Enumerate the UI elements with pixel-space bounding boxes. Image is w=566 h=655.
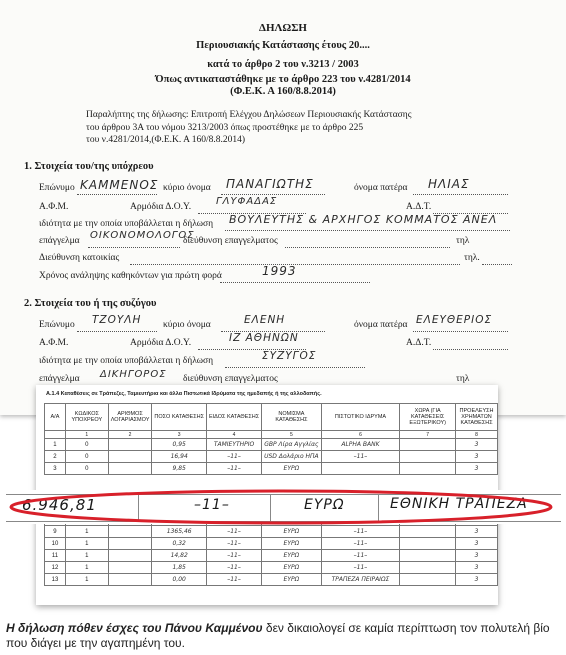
col-number: 3 [152, 431, 207, 439]
s1-year-value: 1993 [262, 264, 297, 278]
caption-text: δεν δικαιολογεί σε καμία περίπτωση τον πολυτελή βίο που διάγει με την αγαπημένη του. [6, 621, 550, 650]
recipient-line-3: του ν.4281/2014,(Φ.Ε.Κ. Α 160/8.8.2014) [86, 135, 246, 145]
law-line-2: Όπως αντικαταστάθηκε με το άρθρο 223 του ν.4281/2014 [155, 74, 411, 85]
table-cell: 3 [456, 550, 498, 562]
table-rows-top [45, 439, 498, 475]
table-cell: 0 [65, 463, 108, 475]
table-cell [108, 451, 152, 463]
table-cell [108, 463, 152, 475]
s2-prof-address-label: διεύθυνση επαγγελματος [183, 374, 278, 384]
table-cell: –11– [321, 451, 400, 463]
table-cell: 14,82 [152, 550, 207, 562]
s2-afm-label: Α.Φ.Μ. [39, 338, 69, 348]
table-cell: 3 [456, 574, 498, 586]
s1-prof-address-label: διεύθυνση επαγγελματος [183, 236, 278, 246]
table-cell: ΕΥΡΩ [262, 463, 322, 475]
table-cell [108, 538, 152, 550]
s1-phone-label: τηλ [456, 236, 470, 246]
s1-profession-value: ΟΙΚΟΝΟΜΟΛΟΓΟΣ [90, 230, 195, 241]
red-highlight-ellipse [0, 486, 566, 528]
table-cell: 3 [456, 562, 498, 574]
table-cell [321, 463, 400, 475]
caption-bold: Η δήλωση πόθεν έσχες του Πάνου Καμμένου [6, 621, 263, 635]
table-cell: 3 [45, 463, 66, 475]
s1-father-value: ΗΛΙΑΣ [428, 177, 470, 191]
header-code: ΚΩΔΙΚΟΣ ΥΠΟΧΡΕΟΥ [65, 404, 108, 431]
header-type: ΕΙΔΟΣ ΚΑΤΑΘΕΣΗΣ [206, 404, 261, 431]
s1-year-label: Χρόνος ανάληψης καθηκόντων για πρώτη φορά [39, 271, 222, 281]
header-country: ΧΩΡΑ (ΓΙΑ ΚΑΤΑΘΕΣΕΙΣ ΕΞΩΤΕΡΙΚΟΥ) [400, 404, 456, 431]
highlight-bank: ΕΘΝΙΚΗ ΤΡΑΠΕΖΑ [390, 496, 528, 512]
s2-profession-value: ΔΙΚΗΓΟΡΟΣ [100, 369, 167, 380]
s2-surname-value: ΤΖΟΥΛΗ [92, 314, 142, 326]
s1-adt-label: Α.Δ.Τ. [406, 202, 432, 212]
table-cell: 1 [65, 574, 108, 586]
table-cell [400, 562, 456, 574]
table-row [45, 451, 498, 463]
col-number: 4 [206, 431, 261, 439]
col-number: 8 [456, 431, 498, 439]
table-cell: 0 [65, 451, 108, 463]
s2-doy-label: Αρμόδια Δ.Ο.Υ. [130, 338, 192, 348]
table-cell [400, 439, 456, 451]
table-cell: ALPHA BANK [321, 439, 400, 451]
s1-surname-value: ΚΑΜΜΕΝΟΣ [80, 178, 159, 192]
s1-surname-label: Επώνυμο [39, 183, 75, 193]
table-cell: –11– [206, 550, 261, 562]
highlight-currency: ΕΥΡΩ [304, 497, 345, 513]
table-row [45, 439, 498, 451]
s2-phone-label: τηλ [456, 374, 470, 384]
table-cell: 13 [45, 574, 66, 586]
table-cell: –11– [321, 562, 400, 574]
table-cell: 0,00 [152, 574, 207, 586]
s2-name-label: κύριο όνομα [163, 320, 211, 330]
table-cell: 12 [45, 562, 66, 574]
s2-capacity-label: ιδιότητα με την οποία υποβάλλεται η δήλωση [39, 356, 214, 366]
table-cell [400, 538, 456, 550]
table-cell: –11– [206, 562, 261, 574]
table-number-row [45, 431, 498, 439]
col-number: 2 [108, 431, 152, 439]
table-cell: –11– [206, 574, 261, 586]
red-ellipse-shape [11, 491, 551, 523]
table-cell: GBP Λίρα Αγγλίας [262, 439, 322, 451]
col-number: 7 [400, 431, 456, 439]
table-cell [108, 550, 152, 562]
table-cell [108, 439, 152, 451]
table-cell: 3 [456, 526, 498, 538]
table-cell: 3 [456, 451, 498, 463]
s1-prof-address-line [285, 235, 450, 248]
table-header-row [45, 404, 498, 431]
s1-capacity-value: ΒΟΥΛΕΥΤΗΣ & ΑΡΧΗΓΟΣ ΚΟΜΜΑΤΟΣ ΑΝΕΛ [229, 213, 498, 226]
s1-father-label: όνομα πατέρα [354, 183, 408, 193]
s1-home-label: Διεύθυνση κατοικίας [39, 253, 120, 263]
table-cell: ΕΥΡΩ [262, 550, 322, 562]
table-cell [400, 451, 456, 463]
table-cell: 1365,46 [152, 526, 207, 538]
table-cell: 0,95 [152, 439, 207, 451]
recipient-line-1: Παραλήπτης της δήλωσης: Επιτροπή Ελέγχου Δηλώσεων Περιουσιακής Κατάστασης [86, 110, 412, 120]
table-cell: 1 [65, 562, 108, 574]
table-row [45, 562, 498, 574]
header-account: ΑΡΙΘΜΟΣ ΛΟΓΑΡΙΑΣΜΟΥ [108, 404, 152, 431]
s2-name-value: ΕΛΕΝΗ [244, 314, 286, 326]
header-currency: ΝΟΜΙΣΜΑ ΚΑΤΑΘΕΣΗΣ [262, 404, 322, 431]
table-cell: –11– [206, 538, 261, 550]
table-cell: –11– [206, 451, 261, 463]
s1-name-value: ΠΑΝΑΓΙΩΤΗΣ [226, 177, 314, 191]
table-cell [108, 574, 152, 586]
section2-heading: 2. Στοιχεία του ή της συζύγου [24, 298, 157, 309]
table-cell: 1 [65, 550, 108, 562]
table-row [45, 538, 498, 550]
col-number [45, 431, 66, 439]
table-cell: ΤΡΑΠΕΖΑ ΠΕΙΡΑΙΩΣ [321, 574, 400, 586]
table-cell: –11– [206, 526, 261, 538]
table-cell: 0,32 [152, 538, 207, 550]
section1-heading: 1. Στοιχεία του/της υπόχρεου [24, 161, 154, 172]
s1-phone2-label: τηλ. [464, 253, 480, 263]
table-cell: –11– [321, 538, 400, 550]
col-number: 6 [321, 431, 400, 439]
table-cell: 0 [65, 439, 108, 451]
table-cell: USD Δολάριο ΗΠΑ [262, 451, 322, 463]
header-aa: Α/Α [45, 404, 66, 431]
table-cell: 9 [45, 526, 66, 538]
table-cell: 1 [65, 538, 108, 550]
table-cell [400, 550, 456, 562]
s1-doy-value: ΓΛΥΦΑΔΑΣ [216, 196, 278, 207]
law-line-3: (Φ.Ε.Κ. Α 160/8.8.2014) [230, 86, 336, 97]
s2-adt-line [433, 337, 508, 350]
table-row [45, 463, 498, 475]
highlight-amount: 6.946,81 [22, 496, 97, 514]
highlight-type: –11– [194, 497, 230, 513]
table-cell: ΕΥΡΩ [262, 526, 322, 538]
table-cell: ΕΥΡΩ [262, 538, 322, 550]
table-cell: 1 [65, 526, 108, 538]
photo-caption [6, 621, 561, 651]
form-subtitle: Περιουσιακής Κατάστασης έτους 20.... [196, 40, 370, 51]
s1-profession-label: επάγγελμα [39, 236, 80, 246]
header-bank: ΠΙΣΤΩΤΙΚΟ ΙΔΡΥΜΑ [321, 404, 400, 431]
s2-profession-label: επάγγελμα [39, 374, 80, 384]
table-cell: 1 [45, 439, 66, 451]
col-number: 5 [262, 431, 322, 439]
table-cell: 3 [456, 463, 498, 475]
table-cell: 9,85 [152, 463, 207, 475]
s1-afm-label: Α.Φ.Μ. [39, 202, 69, 212]
law-line-1: κατά το άρθρο 2 του ν.3213 / 2003 [207, 59, 359, 70]
highlighted-deposit-row [0, 490, 566, 524]
table-cell: 10 [45, 538, 66, 550]
s2-father-value: ΕΛΕΥΘΕΡΙΟΣ [416, 314, 493, 326]
table-cell [108, 562, 152, 574]
form-title: ΔΗΛΩΣΗ [259, 22, 307, 34]
s2-doy-value: ΙΖ ΑΘΗΝΩΝ [229, 332, 299, 344]
s2-adt-label: Α.Δ.Τ. [406, 338, 432, 348]
table-cell: 2 [45, 451, 66, 463]
s2-father-label: όνομα πατέρα [354, 320, 408, 330]
s1-capacity-label: ιδιότητα με την οποία υποβάλλεται η δήλωση [39, 219, 214, 229]
s2-surname-label: Επώνυμο [39, 320, 75, 330]
table-cell [400, 574, 456, 586]
table-cell: 1,85 [152, 562, 207, 574]
header-amount: ΠΟΣΟ ΚΑΤΑΘΕΣΗΣ [152, 404, 207, 431]
table-cell: 11 [45, 550, 66, 562]
table-cell: –11– [321, 526, 400, 538]
table-cell: –11– [206, 463, 261, 475]
header-origin: ΠΡΟΕΛΕΥΣΗ ΧΡΗΜΑΤΩΝ ΚΑΤΑΘΕΣΗΣ [456, 404, 498, 431]
table-cell [400, 463, 456, 475]
s1-doy-label: Αρμόδια Δ.Ο.Υ. [130, 202, 192, 212]
s1-name-label: κύριο όνομα [163, 183, 211, 193]
table-cell: ΕΥΡΩ [262, 562, 322, 574]
table-cell: 16,94 [152, 451, 207, 463]
recipient-line-2: του άρθρου 3Α του νόμου 3213/2003 όπως προστέθηκε με το άρθρο 225 [86, 123, 364, 133]
table-row [45, 550, 498, 562]
s2-capacity-value: ΣΥΖΥΓΟΣ [262, 350, 317, 362]
table-cell: ΕΥΡΩ [262, 574, 322, 586]
table-row [45, 574, 498, 586]
table-cell: ΤΑΜΙΕΥΤΗΡΙΟ [206, 439, 261, 451]
table-cell: 3 [456, 538, 498, 550]
deposits-table-title: Α.1.4 Καταθέσεις σε Τράπεζες, Ταμιευτήρια και άλλα Πιστωτικά Ιδρύματα της ημεδαπής ή της αλλοδαπής. [46, 391, 322, 397]
table-cell: 3 [456, 439, 498, 451]
table-cell: –11– [321, 550, 400, 562]
col-number: 1 [65, 431, 108, 439]
s1-phone2-line [482, 252, 512, 265]
